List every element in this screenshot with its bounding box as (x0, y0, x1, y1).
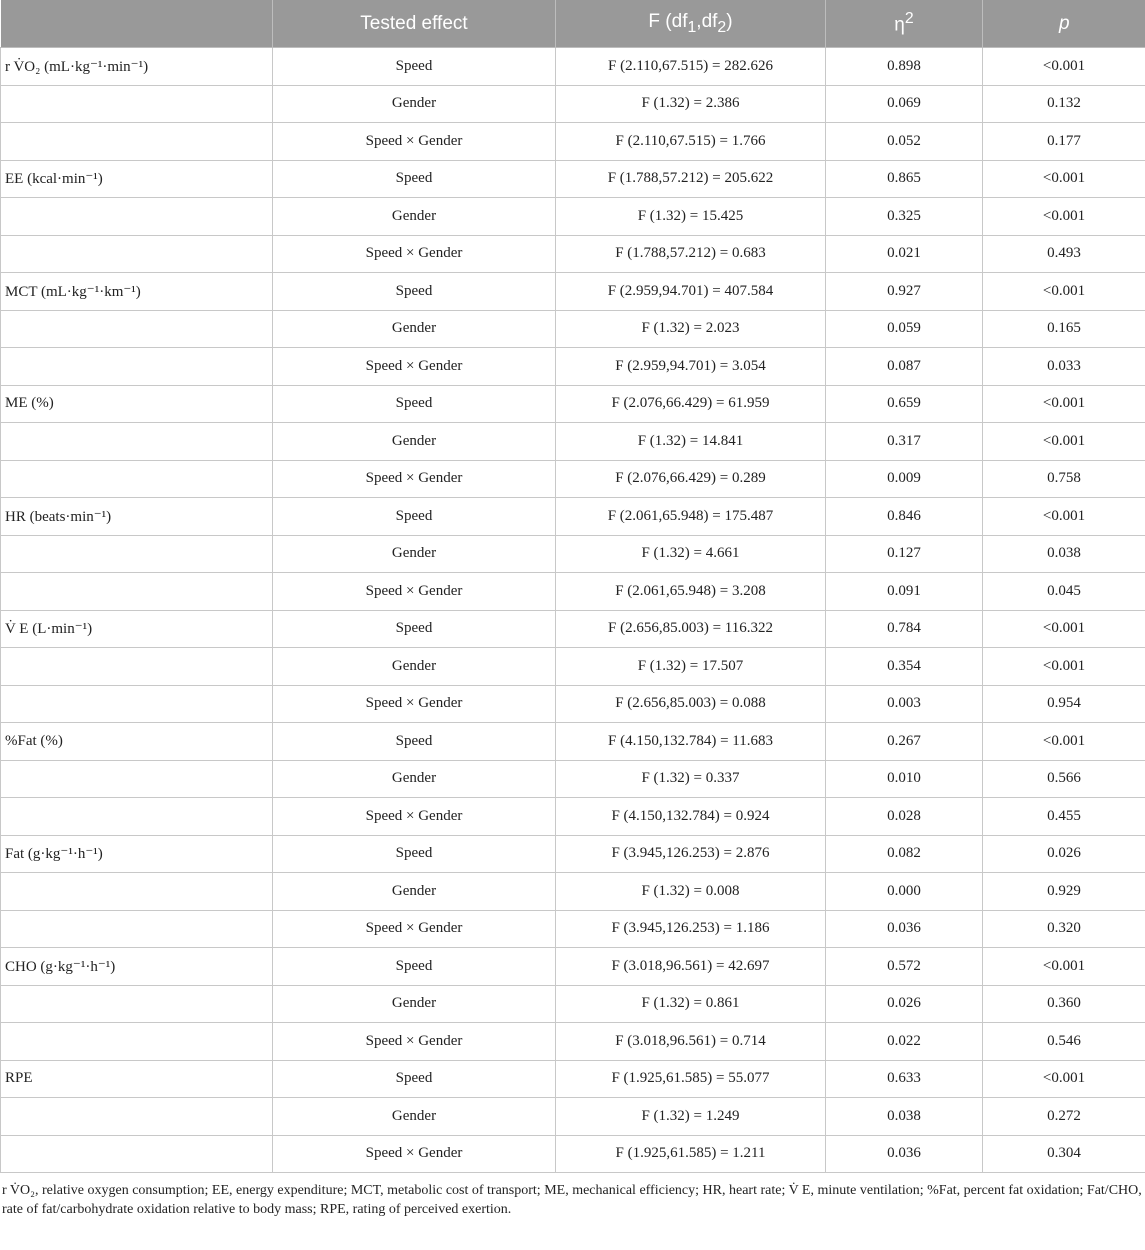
cell-effect: Speed × Gender (273, 235, 556, 273)
cell-eta-squared: 0.038 (826, 1098, 983, 1136)
cell-f-statistic: F (2.656,85.003) = 0.088 (556, 685, 826, 723)
cell-effect: Gender (273, 985, 556, 1023)
cell-f-statistic: F (2.959,94.701) = 407.584 (556, 273, 826, 311)
cell-eta-squared: 0.010 (826, 760, 983, 798)
cell-eta-squared: 0.784 (826, 610, 983, 648)
cell-effect: Speed × Gender (273, 460, 556, 498)
cell-effect: Speed (273, 948, 556, 986)
cell-measure: Fat (g·kg⁻¹·h⁻¹) (1, 835, 273, 873)
cell-measure (1, 573, 273, 611)
cell-f-statistic: F (2.061,65.948) = 3.208 (556, 573, 826, 611)
table-row (1, 423, 1145, 461)
cell-effect: Speed (273, 498, 556, 536)
eta-sup: 2 (904, 10, 914, 28)
cell-effect: Speed × Gender (273, 123, 556, 161)
header-p (983, 0, 1145, 48)
table-header (1, 0, 1145, 48)
cell-p-value: <0.001 (983, 723, 1145, 761)
cell-measure (1, 460, 273, 498)
cell-measure: MCT (mL·kg⁻¹·km⁻¹) (1, 273, 273, 311)
cell-effect: Speed (273, 48, 556, 86)
f-sub-2: 2 (717, 18, 727, 36)
cell-p-value: <0.001 (983, 948, 1145, 986)
cell-f-statistic: F (1.32) = 0.337 (556, 760, 826, 798)
table-row (1, 235, 1145, 273)
cell-p-value: 0.026 (983, 835, 1145, 873)
cell-f-statistic: F (1.32) = 1.249 (556, 1098, 826, 1136)
cell-p-value: 0.177 (983, 123, 1145, 161)
table-row (1, 873, 1145, 911)
table-row (1, 573, 1145, 611)
cell-eta-squared: 0.021 (826, 235, 983, 273)
p-label: p (1058, 12, 1070, 34)
cell-p-value: <0.001 (983, 198, 1145, 236)
cell-effect: Gender (273, 198, 556, 236)
cell-measure: CHO (g·kg⁻¹·h⁻¹) (1, 948, 273, 986)
cell-p-value: 0.033 (983, 348, 1145, 386)
table-row (1, 1135, 1145, 1173)
cell-eta-squared: 0.087 (826, 348, 983, 386)
cell-eta-squared: 0.846 (826, 498, 983, 536)
table-row (1, 85, 1145, 123)
cell-f-statistic: F (2.076,66.429) = 61.959 (556, 385, 826, 423)
cell-measure (1, 310, 273, 348)
table-row (1, 835, 1145, 873)
cell-p-value: <0.001 (983, 385, 1145, 423)
table-row (1, 123, 1145, 161)
cell-p-value: <0.001 (983, 1060, 1145, 1098)
cell-eta-squared: 0.633 (826, 1060, 983, 1098)
cell-f-statistic: F (2.076,66.429) = 0.289 (556, 460, 826, 498)
cell-eta-squared: 0.036 (826, 910, 983, 948)
table-row (1, 48, 1145, 86)
cell-effect: Gender (273, 648, 556, 686)
cell-eta-squared: 0.036 (826, 1135, 983, 1173)
cell-effect: Speed × Gender (273, 1023, 556, 1061)
cell-eta-squared: 0.659 (826, 385, 983, 423)
eta-label: η (894, 14, 905, 36)
cell-measure: V̇ E (L·min⁻¹) (1, 610, 273, 648)
cell-effect: Speed × Gender (273, 348, 556, 386)
f-sep: ,df (696, 10, 718, 32)
cell-measure (1, 235, 273, 273)
cell-effect: Speed (273, 1060, 556, 1098)
cell-effect: Gender (273, 85, 556, 123)
cell-measure (1, 648, 273, 686)
cell-p-value: 0.566 (983, 760, 1145, 798)
table-row (1, 1060, 1145, 1098)
cell-eta-squared: 0.325 (826, 198, 983, 236)
cell-p-value: 0.272 (983, 1098, 1145, 1136)
cell-measure (1, 1023, 273, 1061)
table-row (1, 310, 1145, 348)
cell-measure: ME (%) (1, 385, 273, 423)
cell-effect: Gender (273, 535, 556, 573)
cell-f-statistic: F (1.32) = 14.841 (556, 423, 826, 461)
cell-effect: Speed × Gender (273, 910, 556, 948)
cell-p-value: <0.001 (983, 648, 1145, 686)
cell-effect: Gender (273, 873, 556, 911)
cell-f-statistic: F (1.32) = 15.425 (556, 198, 826, 236)
cell-eta-squared: 0.052 (826, 123, 983, 161)
cell-f-statistic: F (1.925,61.585) = 55.077 (556, 1060, 826, 1098)
cell-p-value: 0.038 (983, 535, 1145, 573)
cell-p-value: 0.360 (983, 985, 1145, 1023)
cell-eta-squared: 0.022 (826, 1023, 983, 1061)
cell-p-value: 0.758 (983, 460, 1145, 498)
cell-p-value: 0.045 (983, 573, 1145, 611)
cell-eta-squared: 0.091 (826, 573, 983, 611)
table-row (1, 948, 1145, 986)
table-row (1, 910, 1145, 948)
cell-f-statistic: F (1.32) = 0.008 (556, 873, 826, 911)
cell-measure (1, 123, 273, 161)
f-sub-1: 1 (687, 18, 697, 36)
table-row (1, 535, 1145, 573)
cell-p-value: <0.001 (983, 160, 1145, 198)
cell-p-value: 0.493 (983, 235, 1145, 273)
cell-effect: Speed (273, 160, 556, 198)
table-row (1, 273, 1145, 311)
cell-p-value: <0.001 (983, 610, 1145, 648)
cell-eta-squared: 0.003 (826, 685, 983, 723)
table-row (1, 160, 1145, 198)
cell-eta-squared: 0.317 (826, 423, 983, 461)
table-row (1, 685, 1145, 723)
cell-measure (1, 685, 273, 723)
cell-measure (1, 798, 273, 836)
f-close: ) (726, 10, 733, 32)
table-body (1, 48, 1145, 1173)
cell-eta-squared: 0.898 (826, 48, 983, 86)
cell-measure (1, 423, 273, 461)
cell-eta-squared: 0.865 (826, 160, 983, 198)
cell-eta-squared: 0.026 (826, 985, 983, 1023)
cell-effect: Gender (273, 423, 556, 461)
cell-p-value: <0.001 (983, 498, 1145, 536)
cell-p-value: 0.165 (983, 310, 1145, 348)
cell-effect: Speed (273, 273, 556, 311)
cell-p-value: <0.001 (983, 48, 1145, 86)
cell-f-statistic: F (2.110,67.515) = 1.766 (556, 123, 826, 161)
table-row (1, 985, 1145, 1023)
table-row (1, 760, 1145, 798)
table-row (1, 1098, 1145, 1136)
table-row (1, 798, 1145, 836)
header-eta-squared (826, 0, 983, 48)
cell-f-statistic: F (1.32) = 17.507 (556, 648, 826, 686)
header-tested-effect: Tested effect (273, 0, 556, 48)
cell-measure: r V̇O₂ (mL·kg⁻¹·min⁻¹) (1, 48, 273, 86)
cell-p-value: <0.001 (983, 423, 1145, 461)
table-row (1, 385, 1145, 423)
cell-effect: Gender (273, 310, 556, 348)
cell-effect: Speed × Gender (273, 573, 556, 611)
cell-eta-squared: 0.572 (826, 948, 983, 986)
table-row (1, 1023, 1145, 1061)
table-row (1, 610, 1145, 648)
table-row (1, 723, 1145, 761)
cell-f-statistic: F (2.110,67.515) = 282.626 (556, 48, 826, 86)
cell-f-statistic: F (1.788,57.212) = 205.622 (556, 160, 826, 198)
header-row (1, 0, 1145, 48)
cell-effect: Speed (273, 723, 556, 761)
cell-f-statistic: F (3.945,126.253) = 2.876 (556, 835, 826, 873)
cell-measure (1, 985, 273, 1023)
cell-measure: HR (beats·min⁻¹) (1, 498, 273, 536)
cell-eta-squared: 0.059 (826, 310, 983, 348)
table-row (1, 198, 1145, 236)
cell-f-statistic: F (2.656,85.003) = 116.322 (556, 610, 826, 648)
cell-effect: Gender (273, 760, 556, 798)
f-stat-label: F (df (648, 10, 688, 32)
cell-eta-squared: 0.082 (826, 835, 983, 873)
cell-f-statistic: F (2.061,65.948) = 175.487 (556, 498, 826, 536)
cell-effect: Speed × Gender (273, 1135, 556, 1173)
cell-measure (1, 910, 273, 948)
cell-effect: Speed (273, 385, 556, 423)
cell-measure (1, 1135, 273, 1173)
table-row (1, 648, 1145, 686)
cell-measure: EE (kcal·min⁻¹) (1, 160, 273, 198)
header-f-statistic (556, 0, 826, 48)
cell-measure (1, 198, 273, 236)
cell-measure (1, 760, 273, 798)
cell-eta-squared: 0.267 (826, 723, 983, 761)
table-row (1, 348, 1145, 386)
cell-p-value: 0.954 (983, 685, 1145, 723)
cell-f-statistic: F (1.32) = 0.861 (556, 985, 826, 1023)
cell-f-statistic: F (4.150,132.784) = 0.924 (556, 798, 826, 836)
cell-measure: RPE (1, 1060, 273, 1098)
cell-effect: Speed (273, 610, 556, 648)
cell-p-value: 0.304 (983, 1135, 1145, 1173)
cell-f-statistic: F (1.32) = 2.023 (556, 310, 826, 348)
cell-measure (1, 348, 273, 386)
cell-eta-squared: 0.009 (826, 460, 983, 498)
table-footnote: r V̇O₂, relative oxygen consumption; EE, energy expenditure; MCT, metabolic cost of transport; ME, mechanical efficiency; HR, heart rate; V̇ E, minute ventilation; %Fat, percent fat oxidation; Fat/CHO, rate of fat/carbohydrate oxidation relative to body mass; RPE, rating of perceived exertion. (2, 1183, 1142, 1217)
cell-f-statistic: F (1.32) = 4.661 (556, 535, 826, 573)
cell-eta-squared: 0.127 (826, 535, 983, 573)
cell-p-value: 0.132 (983, 85, 1145, 123)
cell-measure: %Fat (%) (1, 723, 273, 761)
cell-eta-squared: 0.000 (826, 873, 983, 911)
cell-effect: Speed × Gender (273, 798, 556, 836)
cell-p-value: 0.320 (983, 910, 1145, 948)
cell-f-statistic: F (1.32) = 2.386 (556, 85, 826, 123)
header-measure (1, 0, 273, 48)
cell-p-value: <0.001 (983, 273, 1145, 311)
cell-measure (1, 1098, 273, 1136)
cell-p-value: 0.929 (983, 873, 1145, 911)
cell-f-statistic: F (3.018,96.561) = 0.714 (556, 1023, 826, 1061)
cell-effect: Speed × Gender (273, 685, 556, 723)
cell-eta-squared: 0.354 (826, 648, 983, 686)
table-row (1, 460, 1145, 498)
cell-measure (1, 535, 273, 573)
cell-effect: Gender (273, 1098, 556, 1136)
cell-measure (1, 85, 273, 123)
cell-eta-squared: 0.069 (826, 85, 983, 123)
cell-f-statistic: F (4.150,132.784) = 11.683 (556, 723, 826, 761)
cell-effect: Speed (273, 835, 556, 873)
cell-f-statistic: F (2.959,94.701) = 3.054 (556, 348, 826, 386)
cell-f-statistic: F (1.925,61.585) = 1.211 (556, 1135, 826, 1173)
cell-eta-squared: 0.028 (826, 798, 983, 836)
cell-p-value: 0.546 (983, 1023, 1145, 1061)
cell-f-statistic: F (1.788,57.212) = 0.683 (556, 235, 826, 273)
table-row (1, 498, 1145, 536)
cell-eta-squared: 0.927 (826, 273, 983, 311)
cell-measure (1, 873, 273, 911)
cell-f-statistic: F (3.018,96.561) = 42.697 (556, 948, 826, 986)
cell-p-value: 0.455 (983, 798, 1145, 836)
cell-f-statistic: F (3.945,126.253) = 1.186 (556, 910, 826, 948)
